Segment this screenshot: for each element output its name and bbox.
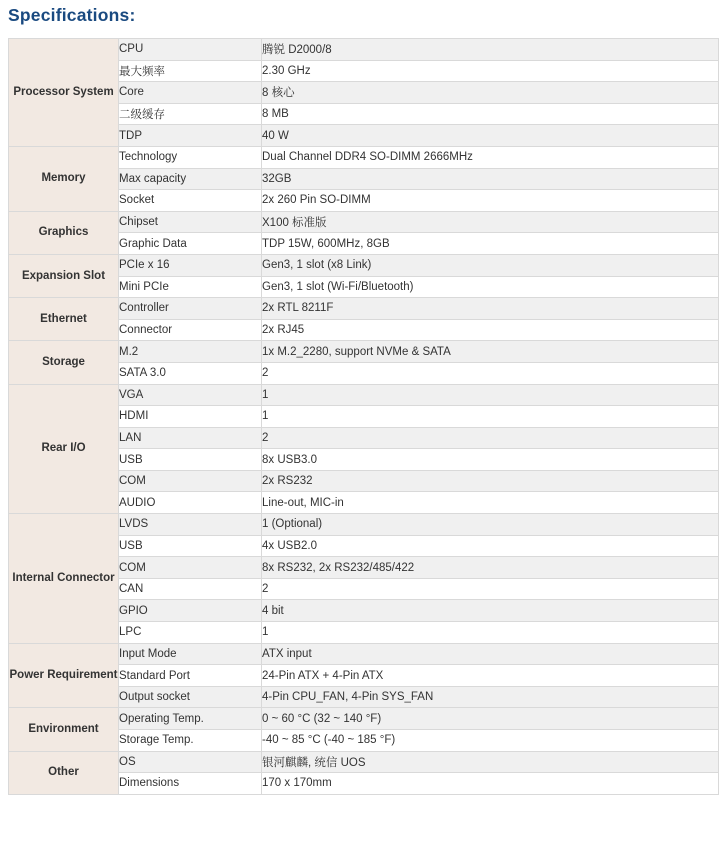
spec-value-cell: 银河麒麟, 统信 UOS (262, 751, 719, 773)
specifications-table (8, 38, 719, 795)
spec-value-cell: 1 (262, 384, 719, 406)
spec-label-cell: Controller (119, 298, 262, 320)
spec-label-cell: Storage Temp. (119, 730, 262, 752)
spec-value-cell: 24-Pin ATX + 4-Pin ATX (262, 665, 719, 687)
spec-value-cell: Dual Channel DDR4 SO-DIMM 2666MHz (262, 146, 719, 168)
spec-label-cell: 最大频率 (119, 60, 262, 82)
spec-label-cell: Socket (119, 190, 262, 212)
spec-label-cell: AUDIO (119, 492, 262, 514)
spec-value-cell: Line-out, MIC-in (262, 492, 719, 514)
spec-value-cell: 1 (Optional) (262, 514, 719, 536)
table-row (9, 39, 719, 61)
table-row (9, 514, 719, 536)
spec-label-cell: Operating Temp. (119, 708, 262, 730)
spec-label-cell: GPIO (119, 600, 262, 622)
section-category-cell: Internal Connector (9, 514, 119, 644)
spec-label-cell: Chipset (119, 211, 262, 233)
spec-value-cell: 1 (262, 406, 719, 428)
section-category-cell: Processor System (9, 39, 119, 147)
spec-value-cell: 4-Pin CPU_FAN, 4-Pin SYS_FAN (262, 686, 719, 708)
spec-value-cell: TDP 15W, 600MHz, 8GB (262, 233, 719, 255)
spec-label-cell: USB (119, 449, 262, 471)
spec-label-cell: Standard Port (119, 665, 262, 687)
spec-label-cell: CPU (119, 39, 262, 61)
spec-label-cell: OS (119, 751, 262, 773)
spec-label-cell: SATA 3.0 (119, 362, 262, 384)
spec-value-cell: 8 核心 (262, 82, 719, 104)
spec-value-cell: 8x RS232, 2x RS232/485/422 (262, 557, 719, 579)
spec-label-cell: HDMI (119, 406, 262, 428)
spec-value-cell: 4x USB2.0 (262, 535, 719, 557)
spec-label-cell: USB (119, 535, 262, 557)
section-category-cell: Storage (9, 341, 119, 384)
spec-value-cell: 2x 260 Pin SO-DIMM (262, 190, 719, 212)
section-category-cell: Ethernet (9, 298, 119, 341)
table-row (9, 643, 719, 665)
spec-value-cell: 2x RTL 8211F (262, 298, 719, 320)
spec-value-cell: 0 ~ 60 °C (32 ~ 140 °F) (262, 708, 719, 730)
spec-label-cell: VGA (119, 384, 262, 406)
spec-label-cell: Output socket (119, 686, 262, 708)
spec-label-cell: CAN (119, 578, 262, 600)
spec-value-cell: 1 (262, 622, 719, 644)
specifications-table-body (9, 39, 719, 795)
spec-value-cell: 170 x 170mm (262, 773, 719, 795)
spec-label-cell: PCIe x 16 (119, 254, 262, 276)
spec-value-cell: 2 (262, 578, 719, 600)
section-category-cell: Power Requirement (9, 643, 119, 708)
spec-value-cell: 2 (262, 427, 719, 449)
spec-value-cell: 8 MB (262, 103, 719, 125)
spec-value-cell: 2x RJ45 (262, 319, 719, 341)
table-row (9, 146, 719, 168)
spec-value-cell: 2.30 GHz (262, 60, 719, 82)
spec-value-cell: 4 bit (262, 600, 719, 622)
table-row (9, 708, 719, 730)
section-category-cell: Rear I/O (9, 384, 119, 514)
spec-label-cell: Core (119, 82, 262, 104)
spec-label-cell: Max capacity (119, 168, 262, 190)
section-category-cell: Graphics (9, 211, 119, 254)
spec-label-cell: Connector (119, 319, 262, 341)
table-row (9, 341, 719, 363)
spec-label-cell: COM (119, 470, 262, 492)
spec-label-cell: M.2 (119, 341, 262, 363)
spec-label-cell: TDP (119, 125, 262, 147)
spec-label-cell: Graphic Data (119, 233, 262, 255)
page-title: Specifications: (8, 5, 136, 25)
table-row (9, 211, 719, 233)
spec-value-cell: X100 标准版 (262, 211, 719, 233)
spec-label-cell: 二级缓存 (119, 103, 262, 125)
spec-label-cell: Dimensions (119, 773, 262, 795)
table-row (9, 254, 719, 276)
table-row (9, 751, 719, 773)
table-row (9, 298, 719, 320)
section-category-cell: Environment (9, 708, 119, 751)
section-category-cell: Memory (9, 146, 119, 211)
section-category-cell: Other (9, 751, 119, 794)
spec-label-cell: LVDS (119, 514, 262, 536)
spec-value-cell: 2x RS232 (262, 470, 719, 492)
spec-value-cell: 8x USB3.0 (262, 449, 719, 471)
spec-label-cell: Technology (119, 146, 262, 168)
spec-label-cell: Mini PCIe (119, 276, 262, 298)
section-category-cell: Expansion Slot (9, 254, 119, 297)
spec-label-cell: LAN (119, 427, 262, 449)
spec-label-cell: COM (119, 557, 262, 579)
spec-value-cell: ATX input (262, 643, 719, 665)
spec-value-cell: 腾锐 D2000/8 (262, 39, 719, 61)
table-row (9, 384, 719, 406)
spec-value-cell: 40 W (262, 125, 719, 147)
spec-value-cell: 1x M.2_2280, support NVMe & SATA (262, 341, 719, 363)
spec-value-cell: 2 (262, 362, 719, 384)
spec-label-cell: LPC (119, 622, 262, 644)
spec-label-cell: Input Mode (119, 643, 262, 665)
spec-value-cell: 32GB (262, 168, 719, 190)
spec-value-cell: Gen3, 1 slot (x8 Link) (262, 254, 719, 276)
spec-value-cell: Gen3, 1 slot (Wi-Fi/Bluetooth) (262, 276, 719, 298)
spec-value-cell: -40 ~ 85 °C (-40 ~ 185 °F) (262, 730, 719, 752)
